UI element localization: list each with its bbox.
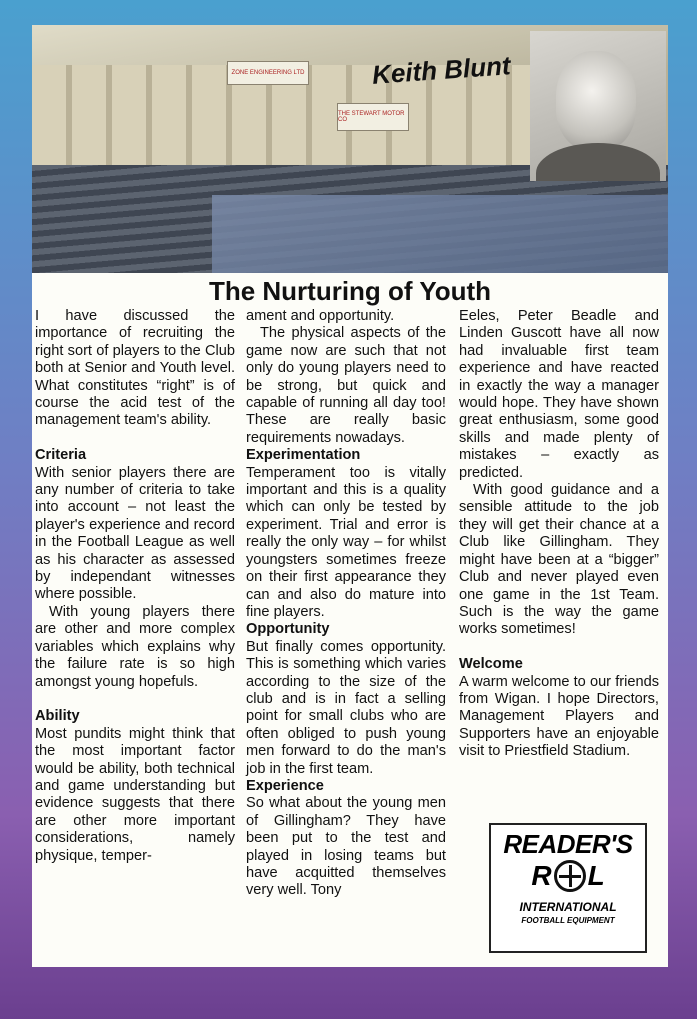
column-2 [246, 308, 446, 900]
section-heading: Welcome [459, 656, 523, 673]
photo-caption-name: Keith Blunt [371, 50, 512, 90]
football-icon [554, 860, 586, 892]
stadium-photo [32, 25, 668, 273]
paragraph-gap [35, 430, 235, 447]
advert-sign: ZONE ENGINEERING LTD [227, 61, 309, 85]
paragraph-gap [459, 639, 659, 656]
portrait-photo [530, 31, 666, 181]
body-paragraph: A warm welcome to our friends from Wigan. I hope Directors, Management Players and Supporters have an enjoyable visit to Priestfield Stadium. [459, 673, 659, 760]
section-heading: Opportunity [246, 621, 330, 638]
paragraph-gap [35, 691, 235, 708]
column-3 [459, 308, 659, 761]
body-paragraph: Most pundits might think that the most important factor would be ability, both technical and game understanding but evidence suggests that there are other more important considerations, namely physique, temper- [35, 725, 235, 864]
portrait-head [556, 51, 636, 151]
terrace [212, 195, 668, 273]
body-paragraph: So what about the young men of Gillingham? They have been put to the test and played in losing teams but have acquitted themselves very well. Tony [246, 795, 446, 899]
section-heading: Experimentation [246, 447, 361, 464]
portrait-body [536, 143, 660, 181]
body-paragraph: With young players there are other and more complex variables which explains why the failure rate is so high amongst young hopefuls. [35, 603, 235, 690]
body-paragraph: I have discussed the importance of recruiting the right sort of players to the Club both at Senior and Youth level. What constitutes “right” is of course the acid test of the management team's ability. [35, 308, 235, 429]
body-paragraph: With senior players there are any number of criteria to take into account – not least the player's experience and record in the Football League as well as his character as assessed by independant witnesses where possible. [35, 464, 235, 603]
logo-mark [491, 860, 645, 892]
section-heading: Ability [35, 708, 80, 725]
readers-logo [489, 823, 647, 953]
body-paragraph: Temperament too is vitally important and this is a quality which can only be tested by experiment. Trial and error is really the only way – for whilst youngsters sometimes freeze on their first appearance they can and also do mature into fine players. [246, 464, 446, 620]
section-heading: Experience [246, 777, 324, 794]
logo-brand: READER'S [503, 829, 633, 859]
column-1 [35, 308, 235, 865]
section-heading: Criteria [35, 447, 87, 464]
logo-tagline: FOOTBALL EQUIPMENT [521, 916, 615, 925]
body-paragraph: The physical aspects of the game now are such that not only do young players need to be strong, but quick and capable of running all day too! These are really basic requirements nowadays. [246, 325, 446, 446]
body-paragraph: Eeles, Peter Beadle and Linden Guscott have all now had invaluable first team experience and have reacted in exactly the way a manager would hope. They have shown great enthusiasm, some good skills and made plenty of mistakes – exactly as predicted. [459, 308, 659, 481]
article-headline: The Nurturing of Youth [208, 276, 492, 306]
body-paragraph: With good guidance and a sensible attitude to the job they will get their chance at a Club like Gillingham. They might have been at a “bigger” Club and never played even one game in the 1st Team. Such is the way the game works sometimes! [459, 482, 659, 638]
logo-letter-l: L [587, 860, 605, 891]
body-paragraph: But finally comes opportunity. This is something which varies according to the size of the club and is in fact a selling point for small clubs who are often obliged to push young men forward to do the man's job in the first team. [246, 638, 446, 777]
logo-international: INTERNATIONAL [519, 900, 617, 914]
magazine-page [32, 25, 668, 967]
logo-letter-r: R [531, 860, 552, 891]
advert-sign: THE STEWART MOTOR CO [337, 103, 409, 131]
body-paragraph: ament and opportunity. [246, 308, 395, 324]
